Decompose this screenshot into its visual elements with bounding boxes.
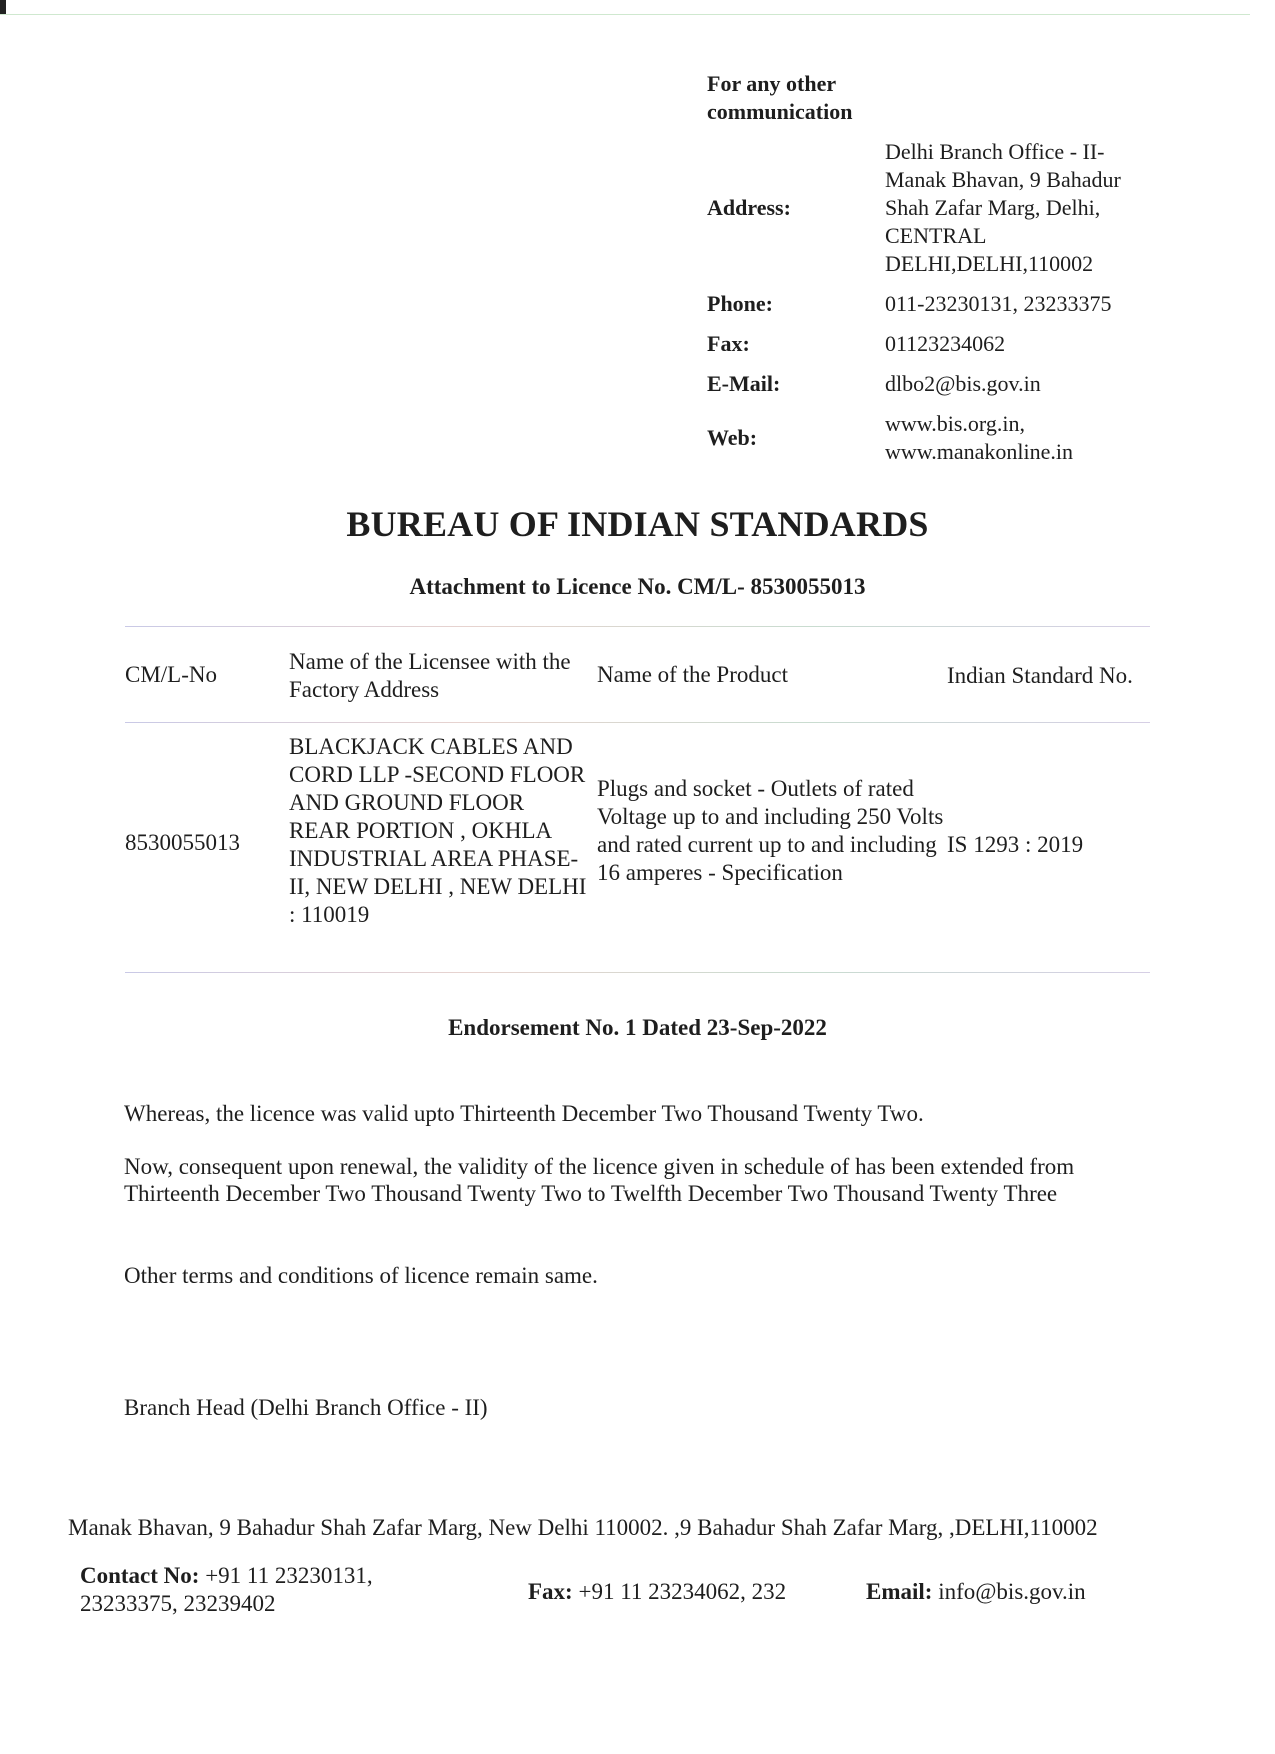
header-standard — [947, 648, 1157, 718]
fax-label: Fax: — [707, 331, 750, 356]
footer-email — [866, 1578, 1086, 1606]
table-header-rule — [125, 722, 1150, 723]
web-row — [707, 410, 1187, 466]
cell-cml-no-text: 8530055013 — [125, 830, 240, 855]
web-label: Web: — [707, 425, 758, 450]
header-licensee-text: Name of the Licensee with the Factory Address — [289, 649, 571, 702]
footer-fax — [528, 1578, 786, 1606]
fax-value: 01123234062 — [885, 331, 1006, 356]
phone-label: Phone: — [707, 291, 773, 316]
web-value: www.bis.org.in, www.manakonline.in — [885, 411, 1073, 464]
contact-block — [707, 70, 1187, 466]
footer-contact-number — [80, 1562, 440, 1618]
header-standard-text: Indian Standard No. — [947, 663, 1133, 688]
footer-fax-label: Fax: — [528, 1579, 573, 1604]
address-value: Delhi Branch Office - II- Manak Bhavan, 9 Bahadur Shah Zafar Marg, Delhi, CENTRAL DELHI,DELHI,110002 — [885, 139, 1121, 276]
header-licensee — [289, 648, 589, 718]
cell-product — [597, 733, 947, 953]
address-row — [707, 138, 1187, 278]
footer-email-label: Email: — [866, 1579, 933, 1604]
address-label: Address: — [707, 195, 791, 220]
table-top-rule — [125, 626, 1150, 627]
fax-row — [707, 330, 1187, 358]
footer-contact-label: Contact No: — [80, 1563, 200, 1588]
endorsement-heading: Endorsement No. 1 Dated 23-Sep-2022 — [448, 1015, 827, 1040]
cell-standard — [947, 733, 1157, 953]
contact-heading: For any other communication — [707, 71, 853, 124]
paragraph-renewal: Now, consequent upon renewal, the validity of the licence given in schedule of has been extended from Thirteenth December Two Thousand Twenty Two to Twelfth December Two Thousand Twenty Three — [124, 1154, 1075, 1206]
phone-row — [707, 290, 1187, 318]
scan-corner-mark — [0, 0, 6, 14]
header-product — [597, 648, 947, 718]
paragraph-validity: Whereas, the licence was valid upto Thirteenth December Two Thousand Twenty Two. — [124, 1101, 924, 1126]
cell-cml-no — [125, 733, 285, 953]
signature-line: Branch Head (Delhi Branch Office - II) — [124, 1395, 488, 1420]
document-title: BUREAU OF INDIAN STANDARDS — [346, 504, 929, 544]
footer-contact-value: +91 11 23230131, 23233375, 23239402 — [80, 1563, 373, 1616]
email-value: dlbo2@bis.gov.in — [885, 371, 1041, 396]
email-label: E-Mail: — [707, 371, 781, 396]
scan-top-line — [0, 14, 1250, 15]
footer-email-value: info@bis.gov.in — [938, 1579, 1086, 1604]
phone-value: 011-23230131, 23233375 — [885, 291, 1112, 316]
paragraph-terms: Other terms and conditions of licence remain same. — [124, 1263, 598, 1288]
header-product-text: Name of the Product — [597, 662, 788, 687]
footer-address: Manak Bhavan, 9 Bahadur Shah Zafar Marg, New Delhi 110002. ,9 Bahadur Shah Zafar Marg, ,DELHI,110002 — [68, 1515, 1098, 1540]
header-cml-no — [125, 648, 285, 718]
cell-standard-text: IS 1293 : 2019 — [947, 832, 1084, 857]
footer-fax-value: +91 11 23234062, 232 — [578, 1579, 787, 1604]
cell-licensee-text: BLACKJACK CABLES AND CORD LLP -SECOND FLOOR AND GROUND FLOOR REAR PORTION , OKHLA INDUSTRIAL AREA PHASE-II, NEW DELHI , NEW DELHI : 110019 — [289, 734, 587, 927]
header-cml-no-text: CM/L-No — [125, 662, 217, 687]
cell-product-text: Plugs and socket - Outlets of rated Voltage up to and including 250 Volts and rated current up to and including 16 amperes - Specification — [597, 776, 944, 885]
licence-subtitle: Attachment to Licence No. CM/L- 8530055013 — [409, 574, 866, 599]
email-row — [707, 370, 1187, 398]
cell-licensee — [289, 733, 589, 953]
table-bottom-rule — [125, 972, 1150, 973]
